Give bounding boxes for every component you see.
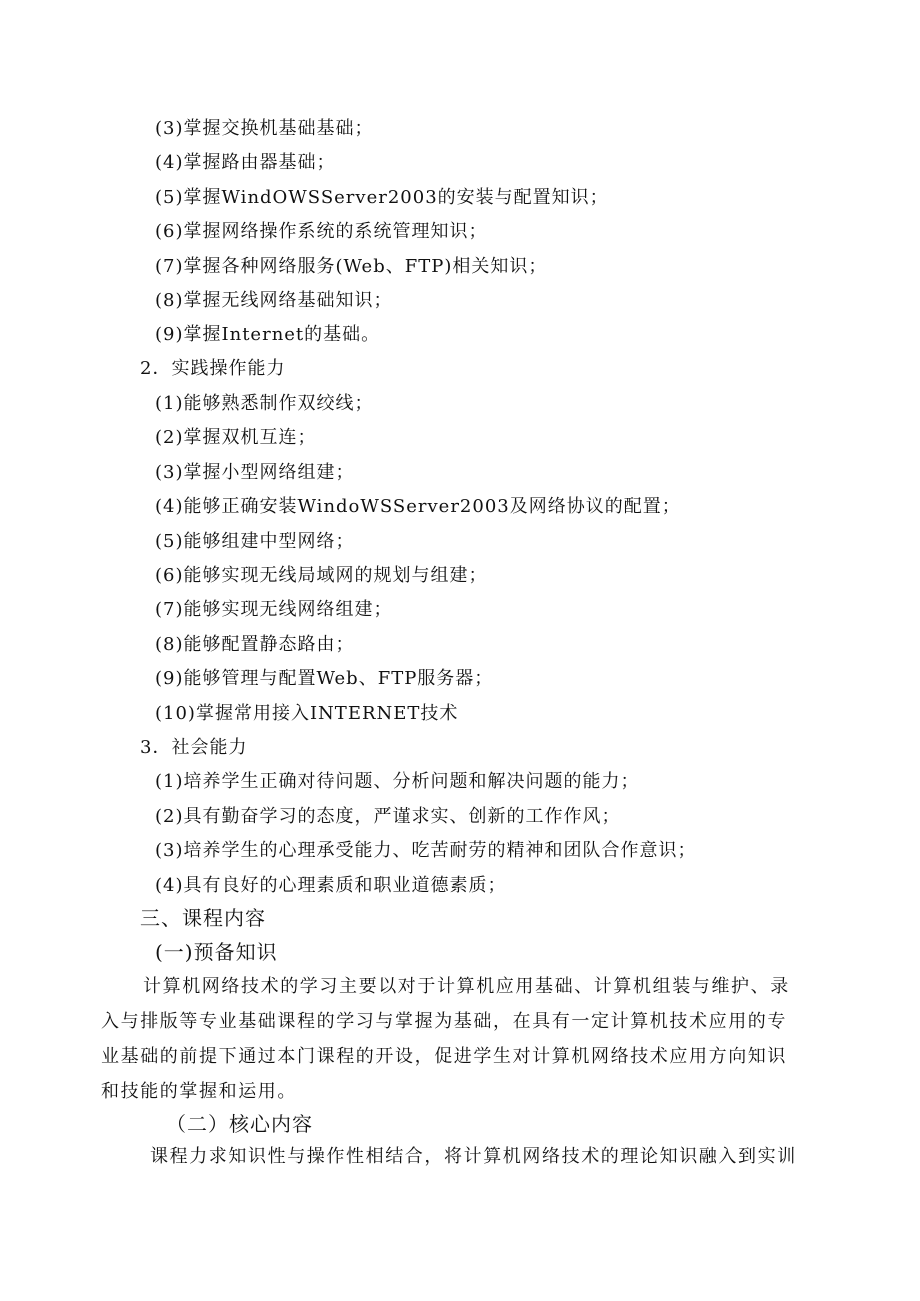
knowledge-item: (7)掌握各种网络服务(Web、FTP)相关知识； [155,256,548,277]
social-item: (3)培养学生的心理承受能力、吃苦耐劳的精神和团队合作意识； [155,840,697,861]
practice-item: (9)能够管理与配置Web、FTP服务器； [155,668,494,689]
practice-item: (4)能够正确安装WindoWSServer2003及网络协议的配置； [155,496,681,517]
practice-item: (8)能够配置静态路由； [155,634,355,655]
prep-paragraph-line: 和技能的掌握和运用。 [101,1081,297,1102]
social-item: (1)培养学生正确对待问题、分析问题和解决问题的能力； [155,771,640,792]
social-item: (4)具有良好的心理素质和职业道德素质； [155,875,507,896]
knowledge-item: (3)掌握交换机基础基础； [155,118,374,139]
prep-paragraph-line: 计算机网络技术的学习主要以对于计算机应用基础、计算机组装与维护、录 [143,976,790,997]
prep-paragraph-line: 入与排版等专业基础课程的学习与掌握为基础，在具有一定计算机技术应用的专 [101,1011,787,1032]
practice-item: (7)能够实现无线网络组建； [155,599,393,620]
practice-item: (3)掌握小型网络组建； [155,462,355,483]
knowledge-item: (8)掌握无线网络基础知识； [155,290,393,311]
course-heading: 三、课程内容 [140,906,266,930]
practice-item: (5)能够组建中型网络； [155,531,355,552]
practice-item: (2)掌握双机互连； [155,427,317,448]
social-heading: 3．社会能力 [140,737,248,758]
core-paragraph-line: 课程力求知识性与操作性相结合，将计算机网络技术的理论知识融入到实训 [150,1146,797,1167]
social-item: (2)具有勤奋学习的态度，严谨求实、创新的工作作风； [155,806,621,827]
knowledge-item: (5)掌握WindOWSServer2003的安装与配置知识； [155,187,609,208]
prep-heading: (一)预备知识 [155,940,278,964]
knowledge-item: (6)掌握网络操作系统的系统管理知识； [155,221,488,242]
practice-item: (10)掌握常用接入INTERNET技术 [155,703,459,724]
knowledge-item: (9)掌握Internet的基础。 [155,324,381,345]
knowledge-item: (4)掌握路由器基础； [155,152,336,173]
prep-paragraph-line: 业基础的前提下通过本门课程的开设，促进学生对计算机网络技术应用方向知识 [101,1046,787,1067]
practice-item: (1)能够熟悉制作双绞线； [155,393,374,414]
practice-item: (6)能够实现无线局域网的规划与组建； [155,565,488,586]
practice-heading: 2．实践操作能力 [140,358,286,379]
core-heading: （二）核心内容 [166,1112,313,1136]
